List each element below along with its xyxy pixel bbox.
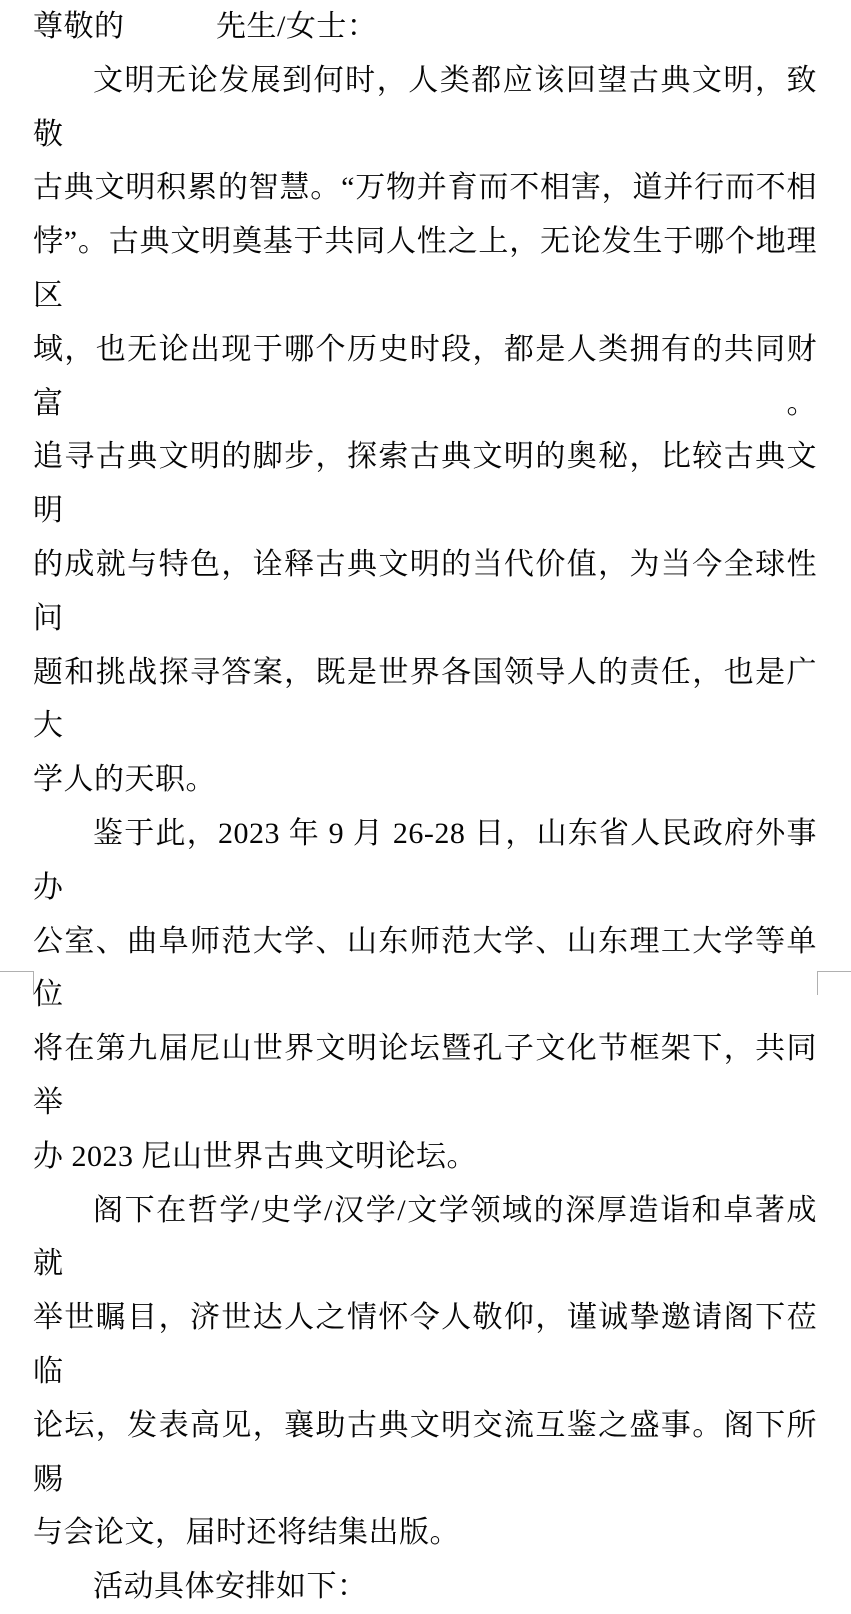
letter-body <box>33 0 817 1614</box>
salutation-line: 尊敬的 先生/女士： <box>33 10 378 43</box>
text-line: 的成就与特色，诠释古典文明的当代价值，为当今全球性问 <box>33 547 817 635</box>
text-line: 论坛，发表高见，襄助古典文明交流互鉴之盛事。阁下所赐 <box>33 1408 817 1496</box>
text-line: 鉴于此，2023 年 9 月 26-28 日，山东省人民政府外事办 <box>33 816 817 904</box>
text-line: 将在第九届尼山世界文明论坛暨孔子文化节框架下，共同举 <box>33 1032 817 1119</box>
text-line: 文明无论发展到何时，人类都应该回望古典文明，致敬 <box>33 63 817 151</box>
text-line: 与会论文，届时还将结集出版。 <box>33 1516 460 1550</box>
text-line: 公室、曲阜师范大学、山东师范大学、山东理工大学等单位 <box>33 924 817 1012</box>
text-line: 办 2023 尼山世界古典文明论坛。 <box>33 1139 477 1173</box>
margin-crop-mark-bottom-right <box>817 971 851 995</box>
text-line: 古典文明积累的智慧。“万物并育而不相害，道并行而不相 <box>33 171 817 205</box>
text-line: 题和挑战探寻答案，既是世界各国领导人的责任，也是广大 <box>33 655 817 743</box>
margin-crop-mark-bottom-left <box>0 971 34 995</box>
text-line: 阁下在哲学/史学/汉学/文学领域的深厚造诣和卓著成就 <box>33 1193 817 1281</box>
text-line: 域，也无论出现于哪个历史时段，都是人类拥有的共同财富。 <box>33 332 817 420</box>
text-line: 悖”。古典文明奠基于共同人性之上，无论发生于哪个地理区 <box>33 225 817 312</box>
text-line: 追寻古典文明的脚步，探索古典文明的奥秘，比较古典文明 <box>33 440 817 528</box>
text-line: 学人的天职。 <box>33 763 216 797</box>
text-line: 活动具体安排如下： <box>93 1570 368 1604</box>
text-line: 举世瞩目，济世达人之情怀令人敬仰，谨诚挚邀请阁下莅临 <box>33 1301 817 1388</box>
